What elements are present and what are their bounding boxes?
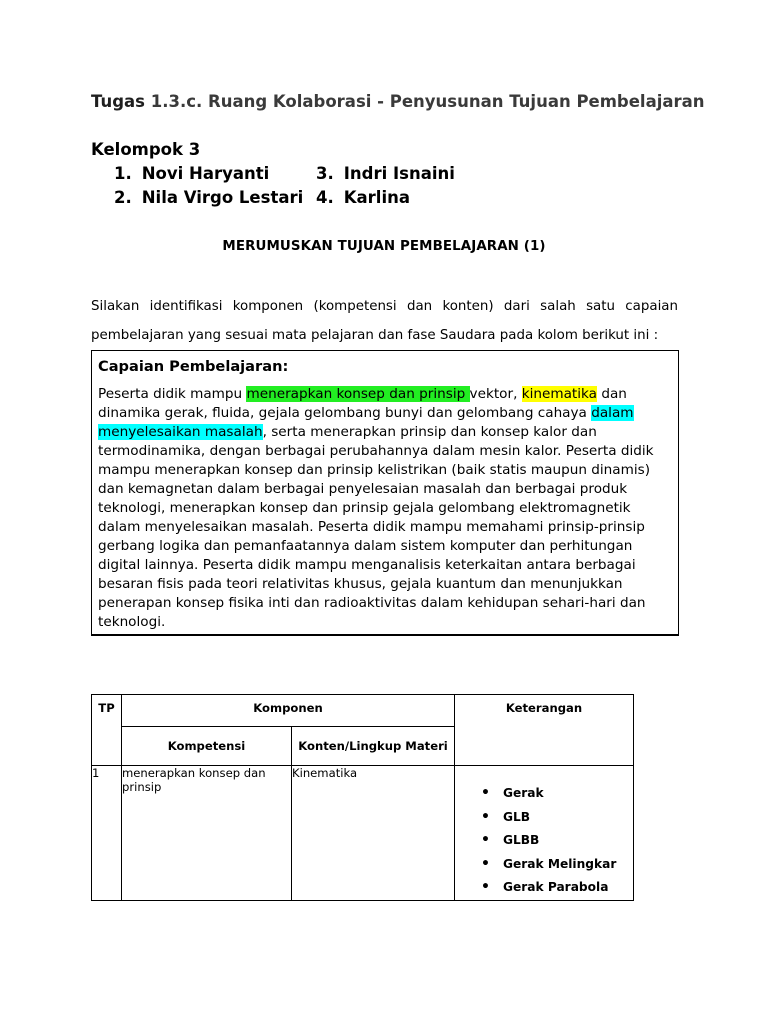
list-item-label: Gerak Melingkar [503,856,617,871]
keterangan-list [455,782,633,900]
header-kompetensi: Kompetensi [122,727,292,766]
list-item-label: GLBB [503,833,540,847]
list-item-label: GLB [503,809,531,824]
list-item-label: Gerak Parabola [503,880,609,894]
highlight-yellow: kinematika [521,386,597,402]
capaian-box [91,350,679,636]
member-item [114,188,303,207]
header-tp: TP [92,695,122,766]
cell-kompetensi: menerapkan konsep dan prinsip [122,766,292,901]
member-name: Novi Haryanti [141,164,270,183]
capaian-text: vektor, [469,386,522,402]
capaian-body [98,385,670,632]
group-label: Kelompok 3 [91,140,201,159]
bullet-icon: • [481,785,490,801]
member-name: Karlina [343,188,410,207]
capaian-title: Capaian Pembelajaran: [98,358,289,375]
list-item [455,782,633,806]
bullet-icon: • [481,808,490,825]
cell-keterangan [455,766,634,901]
table-header-row [92,695,634,727]
document-title [91,92,705,111]
list-item [455,829,633,853]
header-komponen: Komponen [122,695,455,727]
header-konten: Konten/Lingkup Materi [292,727,455,766]
list-item [455,876,633,900]
table-row [92,766,634,901]
cell-konten: Kinematika [292,766,455,901]
member-number: 2. [114,188,132,207]
member-name: Indri Isnaini [343,164,455,183]
highlight-cyan: dalam menyelesaikan masalah [98,405,634,440]
member-item [316,188,410,207]
bullet-icon: • [481,879,490,895]
bullet-icon: • [481,855,490,872]
capaian-text: , serta menerapkan prinsip dan konsep kalor dan termodinamika, dengan berbagai perubahannya dalam mesin kalor. Peserta didik mampu menerapkan konsep dan prinsip kelistrikan (baik statis maupun dinamis) dan kemagnetan dalam berbagai penyelesaian masalah dan berbagai produk teknologi, menerapkan konsep dan prinsip gejala gelombang elektromagnetik dalam menyelesaikan masalah. Peserta didik mampu memahami prinsip-prinsip gerbang logika dan pemanfaatannya dalam sistem komputer dan perhitungan digital lainnya. Peserta didik mampu menganalisis keterkaitan antara berbagai besaran fisis pada teori relativitas khusus, gejala kuantum dan menunjukkan penerapan konsep fisika inti dan radioaktivitas dalam kehidupan sehari-hari dan teknologi. [98,424,654,630]
member-name: Nila Virgo Lestari [141,188,304,207]
list-item-label: Gerak [503,786,544,800]
cell-tp: 1 [92,766,122,901]
section-heading: MERUMUSKAN TUJUAN PEMBELAJARAN (1) [222,239,546,254]
capaian-text: Peserta didik mampu [98,386,247,402]
highlight-green: menerapkan konsep dan prinsip [246,386,470,402]
member-number: 1. [114,164,132,183]
list-item [455,853,633,877]
member-item [114,164,269,183]
list-item [455,806,633,830]
bullet-icon: • [481,832,490,848]
member-number: 4. [316,188,334,207]
title-rest: 1.3.c. Ruang Kolaborasi - Penyusunan Tujuan Pembelajaran [150,92,705,111]
member-number: 3. [316,164,334,183]
tp-table [91,694,634,901]
capaian-text: dan dinamika gerak, fluida, gejala gelombang bunyi dan gelombang cahaya [98,386,627,421]
member-item [316,164,455,183]
intro-paragraph: Silakan identifikasi komponen (kompetensi dan konten) dari salah satu capaian pembelajaran yang sesuai mata pelajaran dan fase Saudara pada kolom berikut ini : [91,299,678,343]
title-prefix: Tugas [91,92,145,111]
header-keterangan: Keterangan [455,695,634,766]
